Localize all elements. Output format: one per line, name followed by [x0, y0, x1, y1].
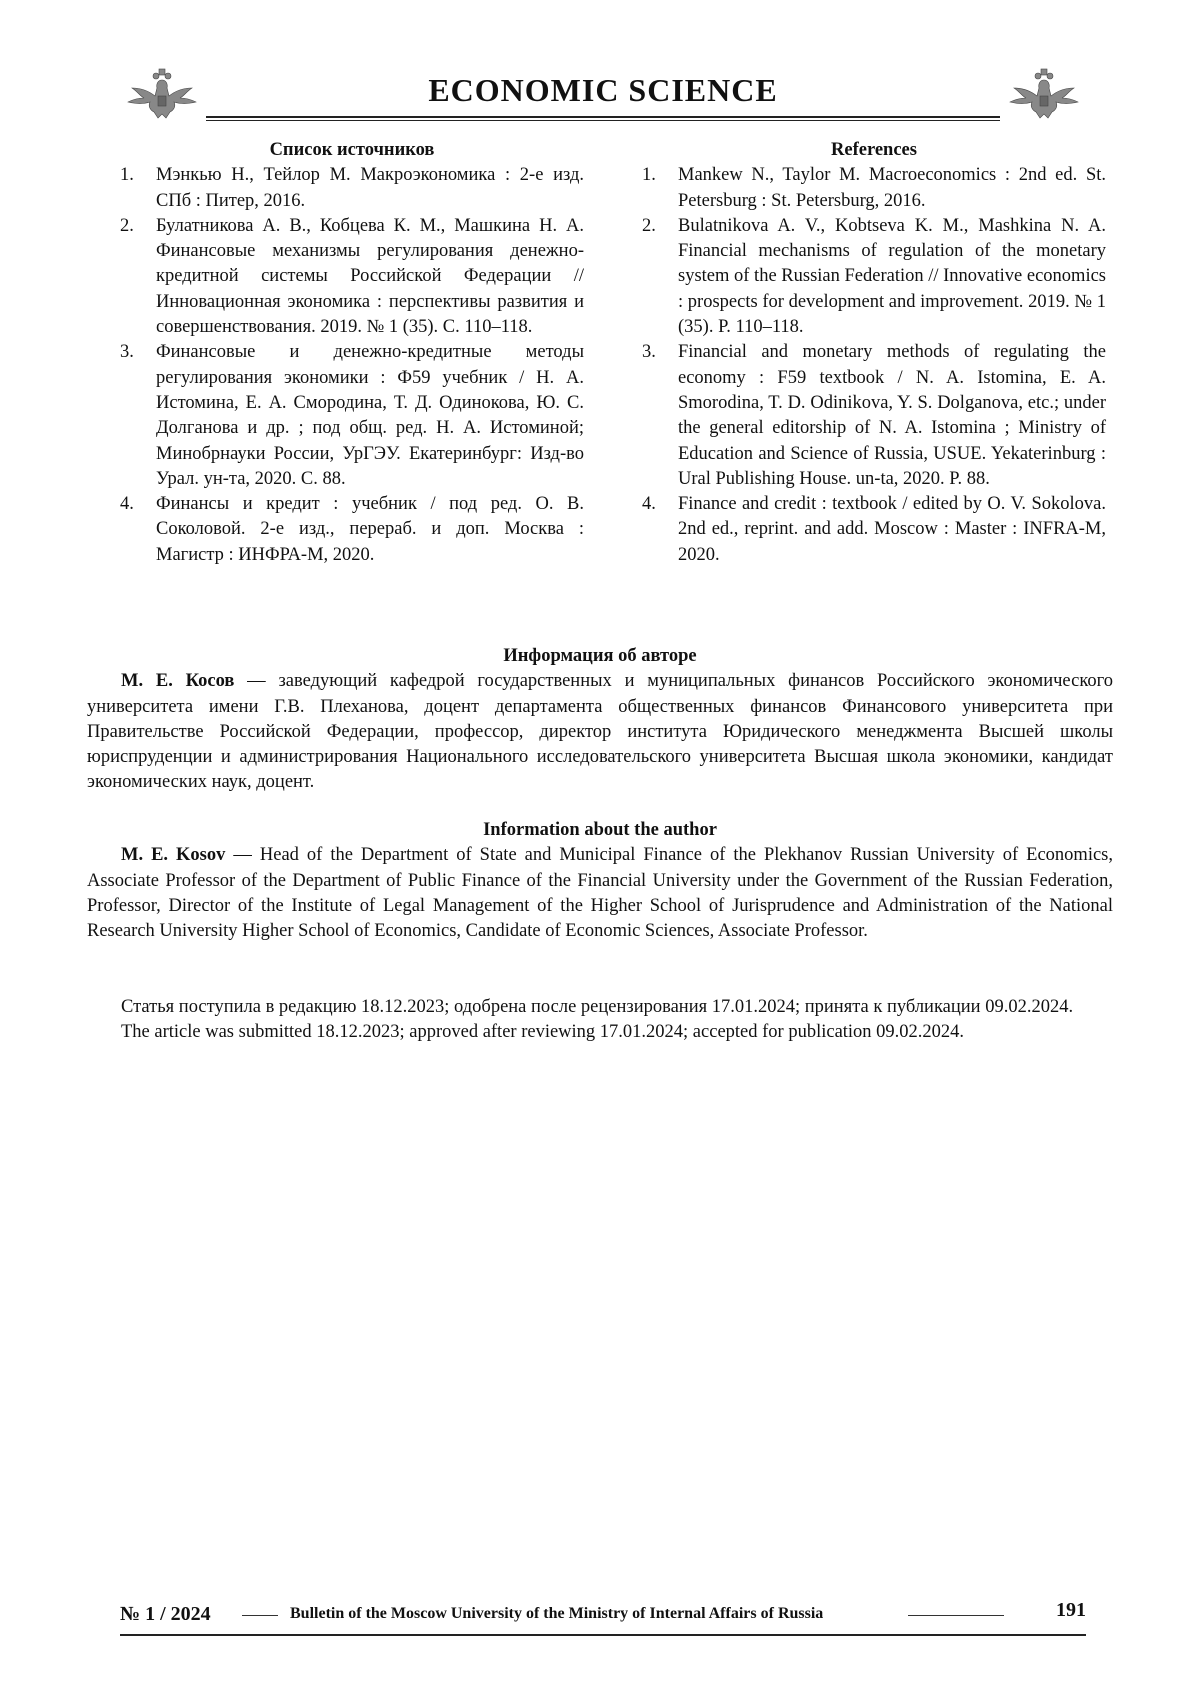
header-rule — [206, 116, 1000, 122]
author-info-ru-heading: Информация об авторе — [503, 646, 697, 666]
list-item — [120, 214, 584, 340]
footer-rule — [120, 1634, 1086, 1636]
author-name: М. Е. Косов — [121, 671, 235, 692]
ref-text: Financial and monetary methods of regulating the economy : F59 textbook / N. A. Istomina, E. A. Smorodina, T. D. Odinikova, Y. S. Dolganova, etc.; under the general editorship of N. A. Istomina ; Ministry of Education and Science of Russia, USUE. Yekaterinburg : Ural Publishing House. un-ta, 2020. P. 88. — [678, 342, 1106, 489]
journal-section-title: ECONOMIC SCIENCE — [428, 72, 778, 108]
ref-number: 1. — [120, 165, 134, 186]
list-item — [120, 163, 584, 214]
issue-number: № 1 / 2024 — [120, 1603, 211, 1625]
ref-text: Финансовые и денежно-кредитные методы регулирования экономики : Ф59 учебник / Н. А. Истомина, Е. А. Смородина, Т. Д. Одинокова, Ю. С. Долганова и др. ; под общ. ред. Н. А. Истоминой; Минобрнауки России, УрГЭУ. Екатеринбург: Изд-во Урал. ун-та, 2020. С. 88. — [156, 342, 584, 489]
list-item — [642, 492, 1106, 568]
author-info-en-paragraph — [87, 843, 1113, 944]
article-dates-en: The article was submitted 18.12.2023; approved after reviewing 17.01.2024; accepted for publication 09.02.2024. — [121, 1022, 965, 1043]
page-footer — [120, 1599, 1086, 1643]
ref-text: Finance and credit : textbook / edited by O. V. Sokolova. 2nd ed., reprint. and add. Moscow : Master : INFRA-M, 2020. — [678, 494, 1106, 565]
ref-text: Финансы и кредит : учебник / под ред. О. В. Соколовой. 2-е изд., перераб. и доп. Москва : Магистр : ИНФРА-М, 2020. — [156, 494, 584, 565]
article-dates — [87, 995, 1113, 1046]
ref-text: Bulatnikova A. V., Kobtseva K. M., Mashkina N. A. Financial mechanisms of regulation of the monetary system of the Russian Federation // Innovative economics : prospects for development and improvement. 2019. № 1 (35). P. 110–118. — [678, 215, 1106, 338]
list-item — [642, 163, 1106, 214]
author-info-en — [87, 818, 1113, 944]
ref-text: Булатникова А. В., Кобцева К. М., Машкина Н. А. Финансовые механизмы регулирования денежно-кредитной системы Российской Федерации // Инновационная экономика : перспективы развития и совершенствования. 2019. № 1 (35). С. 110–118. — [156, 215, 584, 338]
footer-divider — [908, 1615, 1004, 1616]
author-info-ru-paragraph — [87, 669, 1113, 795]
ref-text: Mankew N., Taylor M. Macroeconomics : 2nd ed. St. Petersburg : St. Petersburg, 2016. — [678, 165, 1106, 211]
ref-number: 4. — [642, 494, 656, 515]
author-bio: — заведующий кафедрой государственных и муниципальных финансов Российского экономического университета имени Г.В. Плеханова, доцент департамента общественных финансов Финансового университета при Правительстве Российской Федерации, профессор, директор института Юридического менеджмента Высшей школы юриспруденции и администрирования Национального исследовательского университета Высшая школа экономики, кандидат экономических наук, доцент. — [87, 671, 1113, 793]
ref-number: 3. — [642, 342, 656, 363]
page-header — [120, 66, 1086, 122]
article-dates-ru: Статья поступила в редакцию 18.12.2023; одобрена после рецензирования 17.01.2024; принята к публикации 09.02.2024. — [121, 997, 1074, 1017]
page-number: 191 — [1056, 1599, 1086, 1621]
author-bio: — Head of the Department of State and Municipal Finance of the Plekhanov Russian University of Economics, Associate Professor of the Department of Public Finance of the Financial University under the Government of the Russian Federation, Professor, Director of the Institute of Legal Management of the Higher School of Jurisprudence and Administration of the National Research University Higher School of Economics, Candidate of Economic Sciences, Associate Professor. — [87, 845, 1113, 942]
author-info-ru — [87, 644, 1113, 796]
journal-name: Bulletin of the Moscow University of the Ministry of Internal Affairs of Russia — [290, 1605, 824, 1622]
footer-divider — [242, 1615, 278, 1616]
sources-ru-column — [120, 138, 584, 568]
list-item — [642, 340, 1106, 492]
author-name: M. E. Kosov — [121, 845, 226, 866]
ref-number: 3. — [120, 342, 134, 363]
references-en-heading: References — [831, 140, 917, 160]
ref-number: 2. — [642, 215, 656, 236]
list-item — [120, 492, 584, 568]
ref-number: 4. — [120, 494, 134, 515]
list-item — [642, 214, 1106, 340]
ref-number: 2. — [120, 215, 134, 236]
references-en-column — [642, 138, 1106, 568]
ref-text: Мэнкью Н., Тейлор М. Макроэкономика : 2-е изд. СПб : Питер, 2016. — [156, 165, 584, 211]
double-headed-eagle-emblem-icon — [120, 66, 204, 122]
double-headed-eagle-emblem-icon — [1002, 66, 1086, 122]
ref-number: 1. — [642, 165, 656, 186]
list-item — [120, 340, 584, 492]
author-info-en-heading: Information about the author — [483, 820, 717, 840]
sources-ru-heading: Список источников — [269, 140, 435, 160]
